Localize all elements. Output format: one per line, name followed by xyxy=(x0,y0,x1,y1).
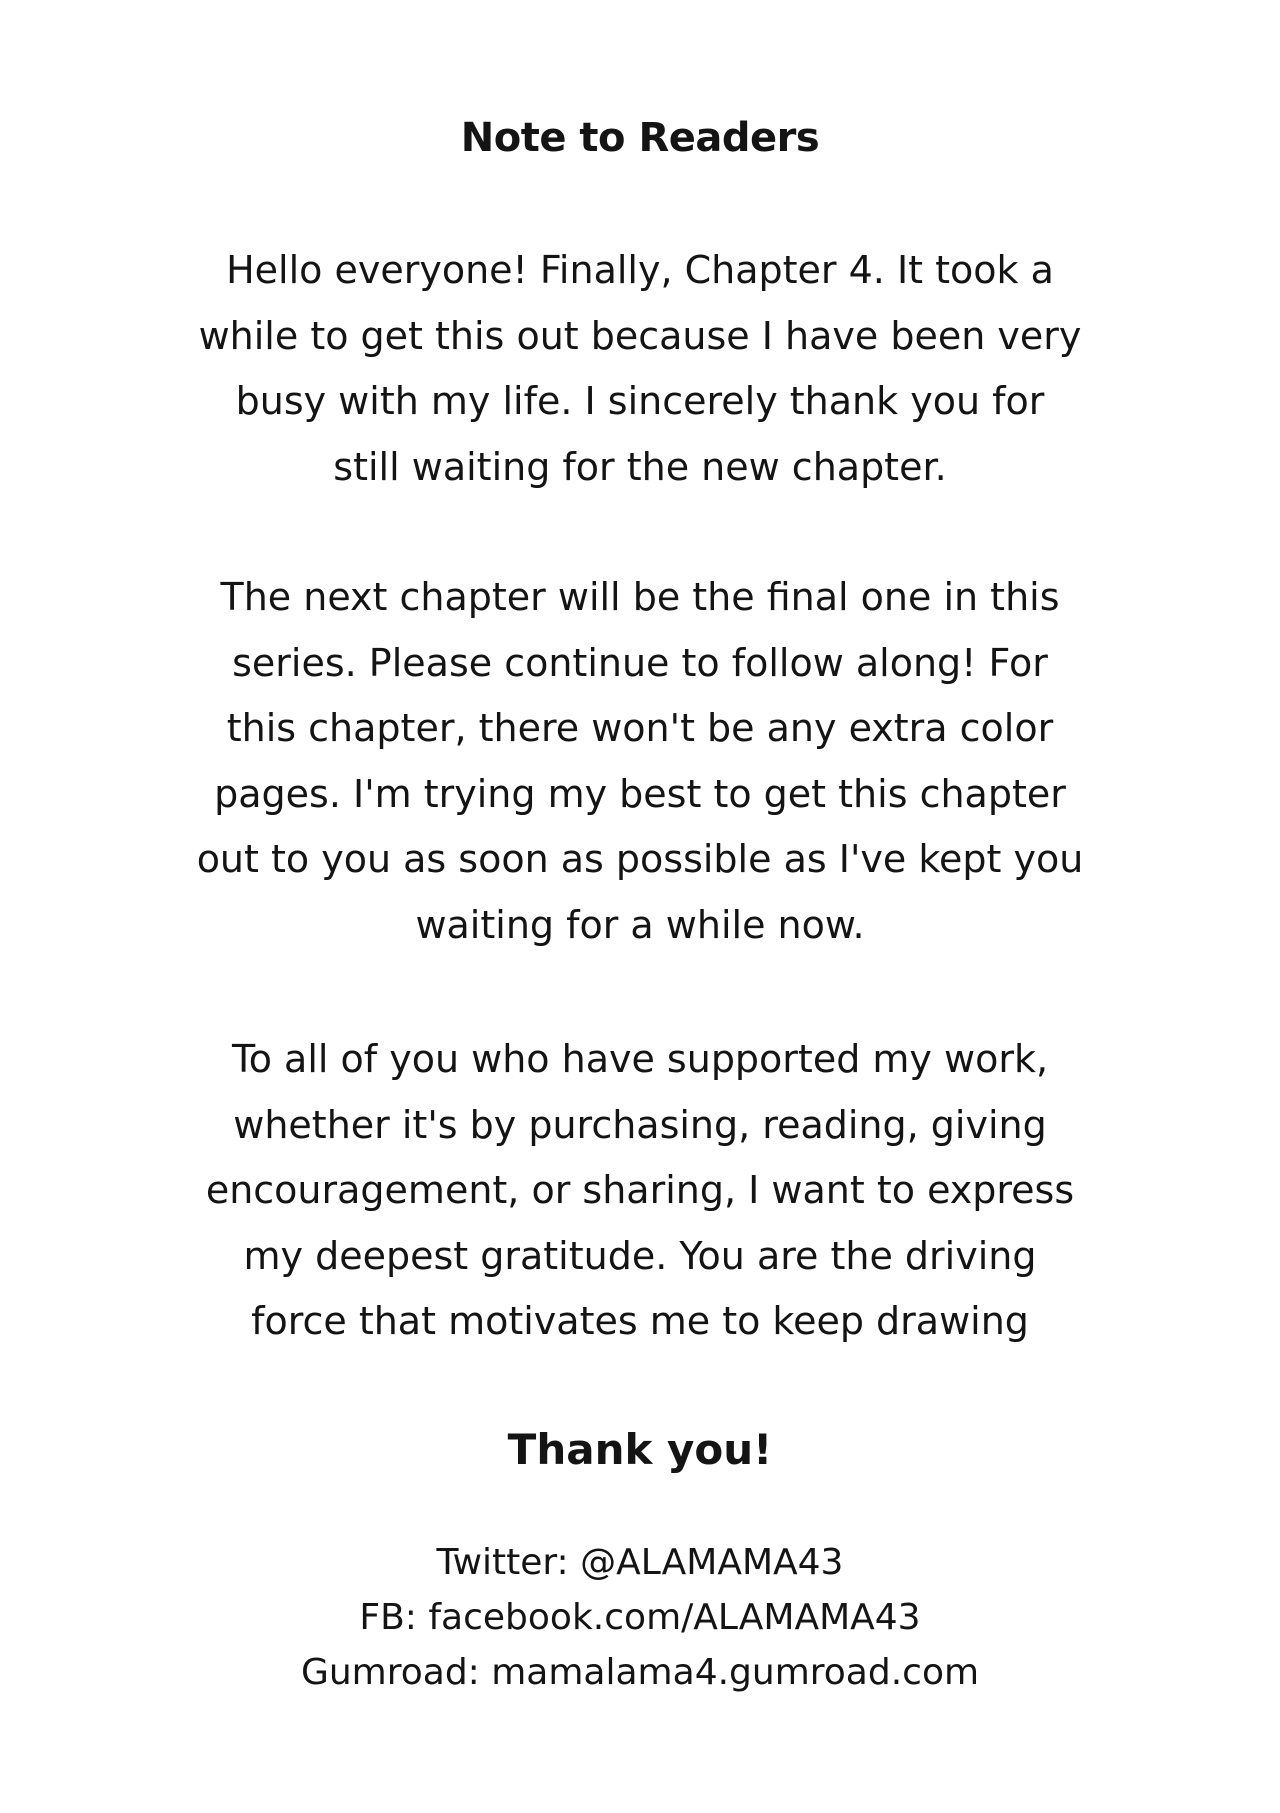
paragraph-next-chapter: The next chapter will be the final one in this series. Please continue to follow along! For this chapter, there won't be any extra color pages. I'm trying my best to get this chapter out to you as soon as possible as I've kept you waiting for a while now. xyxy=(196,575,1084,947)
twitter-contact: Twitter: @ALAMAMA43 xyxy=(436,1542,844,1583)
paragraph-intro: Hello everyone! Finally, Chapter 4. It took a while to get this out because I have been very busy with my life. I sincerely thank you for still waiting for the new chapter. xyxy=(198,248,1082,489)
thank-you-text: Thank you! xyxy=(507,1425,773,1474)
page-title: Note to Readers xyxy=(460,115,820,161)
paragraph-gratitude: To all of you who have supported my work, whether it's by purchasing, reading, giving encouragement, or sharing, I want to express my deepest gratitude. You are the driving force that motivates me to keep drawing xyxy=(205,1037,1075,1343)
contact-list xyxy=(0,1535,1280,1700)
facebook-contact: FB: facebook.com/ALAMAMA43 xyxy=(359,1597,921,1638)
gumroad-contact: Gumroad: mamalama4.gumroad.com xyxy=(300,1652,980,1693)
